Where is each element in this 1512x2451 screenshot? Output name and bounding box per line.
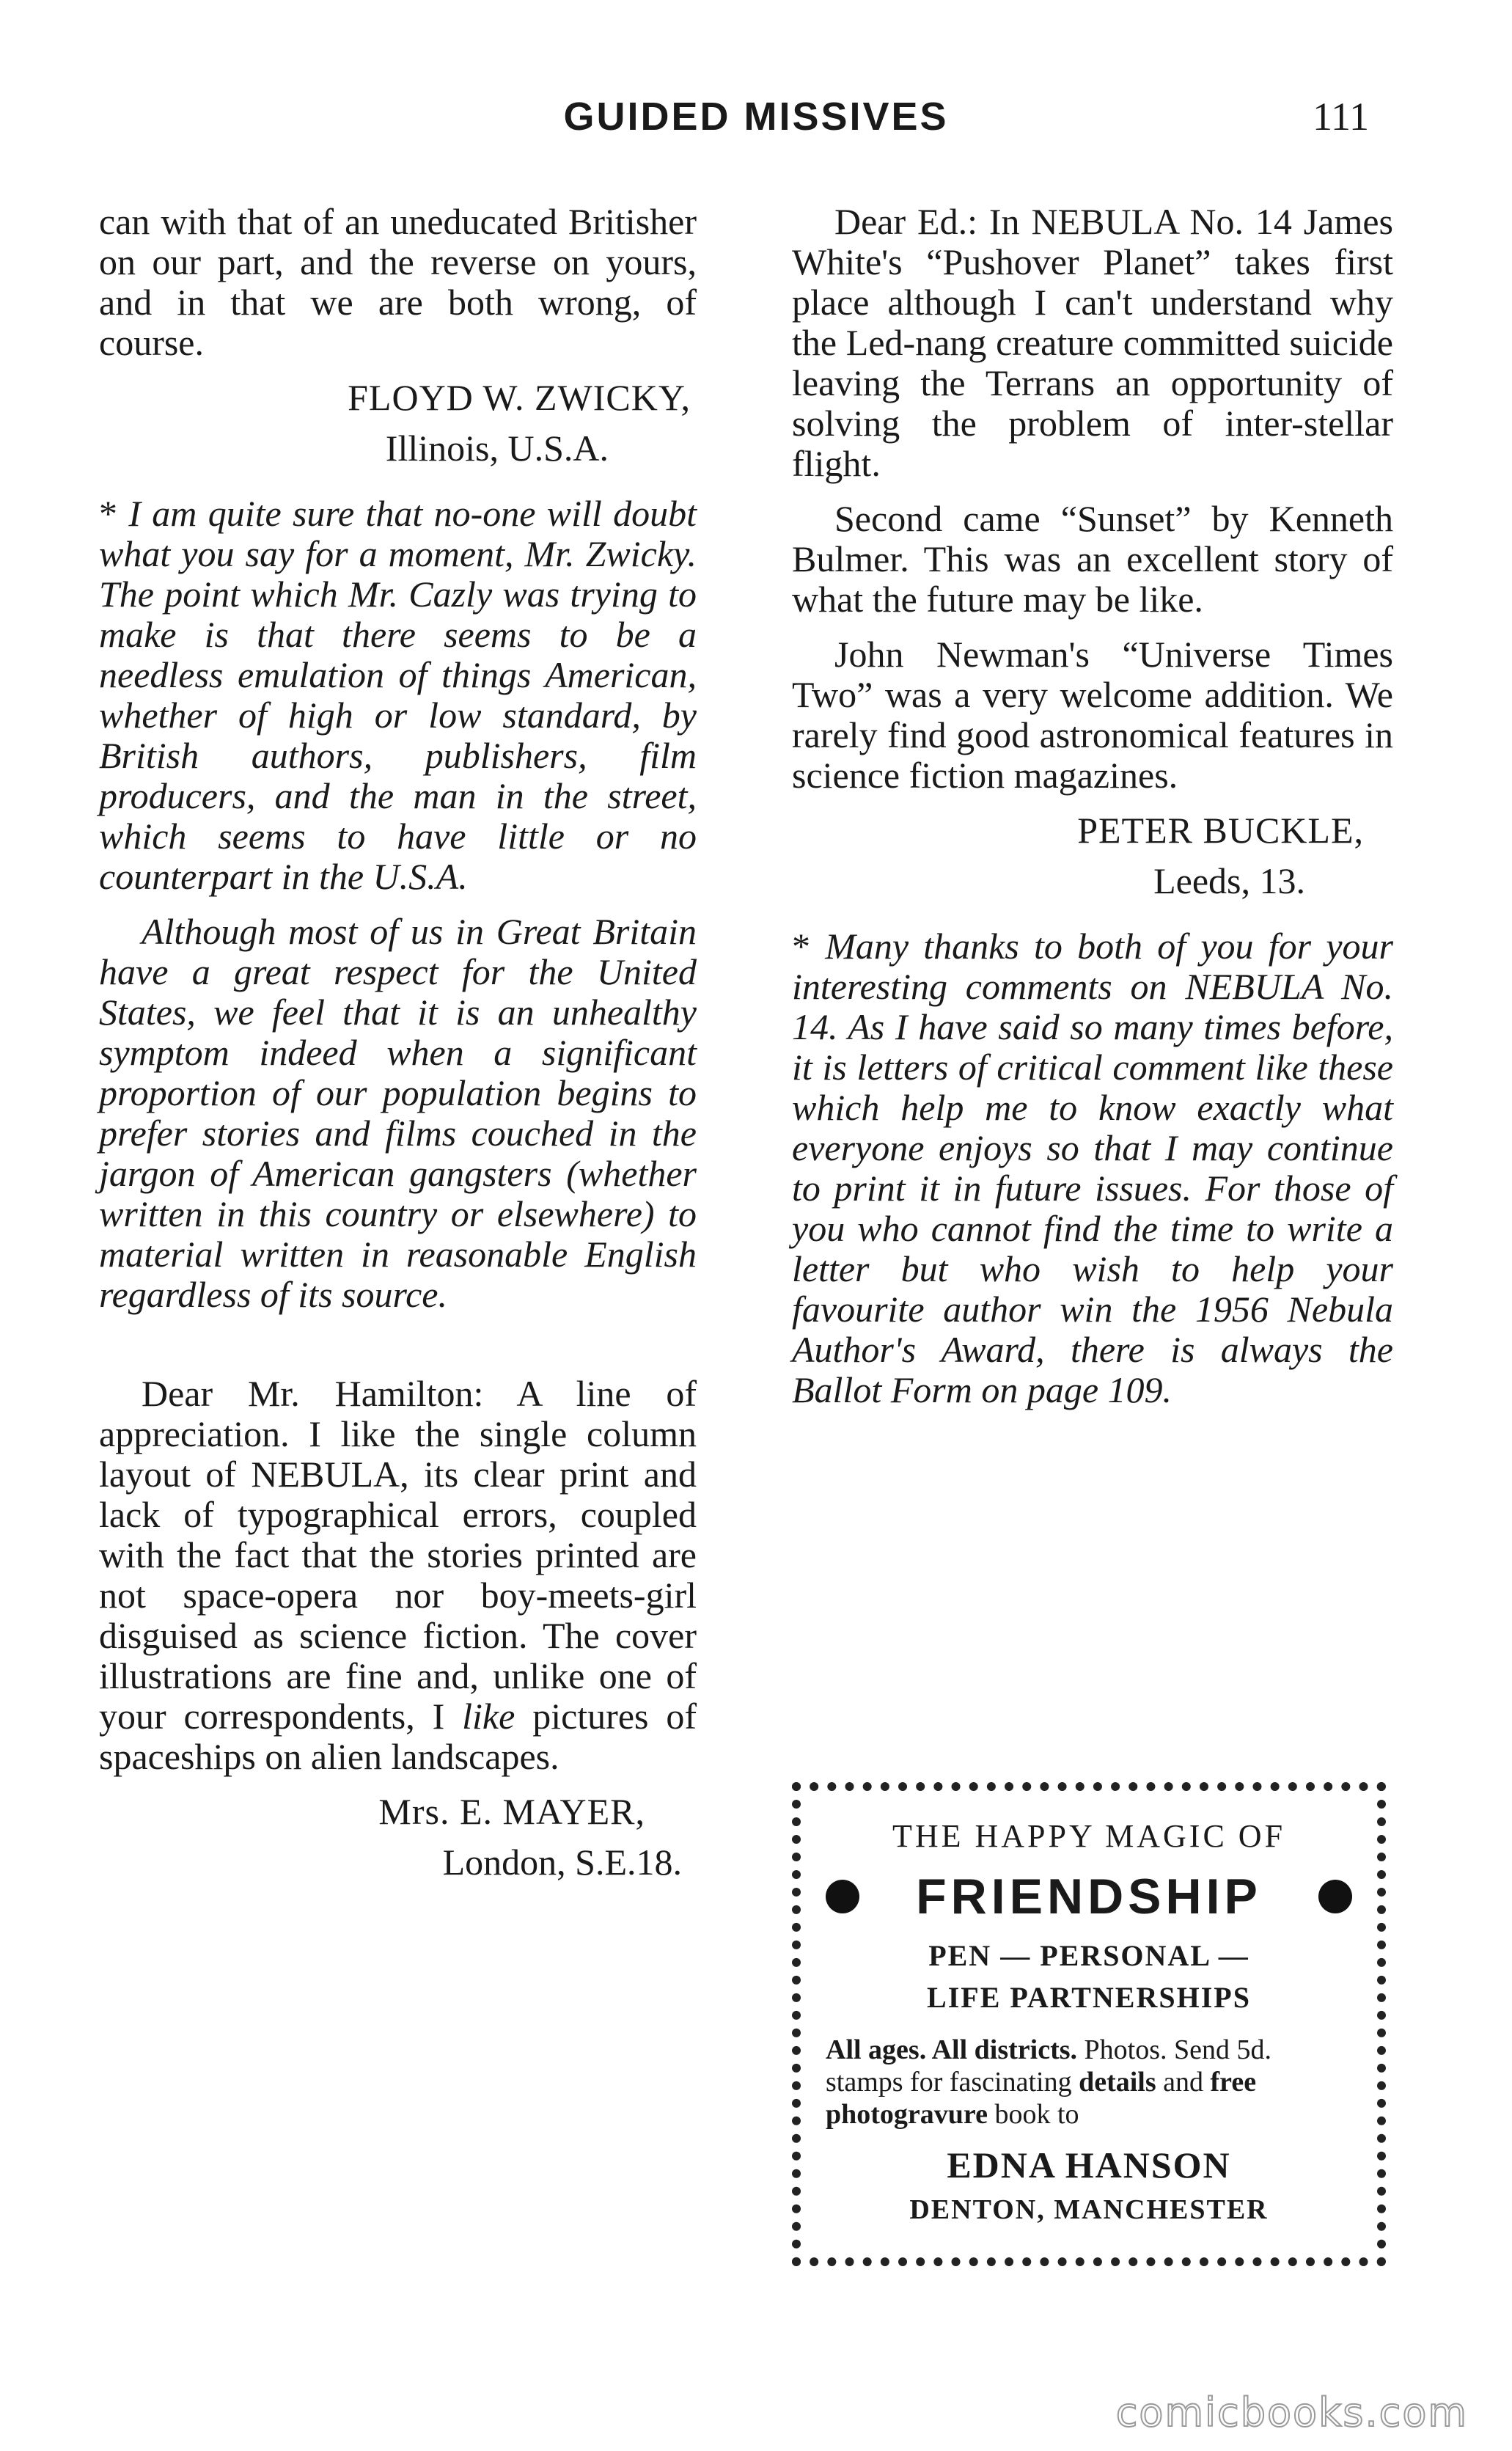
signature-name: PETER BUCKLE,	[1077, 810, 1364, 851]
signature-place: Illinois, U.S.A.	[385, 428, 609, 469]
bullet-dot-icon	[1318, 1880, 1352, 1913]
ad-contact-place: DENTON, MANCHESTER	[909, 2194, 1269, 2225]
ad-body-text: and	[1163, 2067, 1204, 2098]
ad-body-bold: free photogravure	[826, 2067, 1257, 2130]
reply-text: I am quite sure that no-one will doubt what you say for a moment, Mr. Zwicky. The point which Mr. Cazly was trying to make is that there seems to be a needless emulation of things American, whether of high or low standard, by British authors, publishers, film producers, and the man in the street, which seems to have little or no counterpart in the U.S.A.	[99, 493, 697, 897]
editor-reply-paragraph	[792, 926, 1393, 1410]
reply-asterisk: *	[792, 926, 810, 967]
editor-reply	[99, 494, 697, 1315]
letter-paragraph: John Newman's “Universe Times Two” was a very welcome addition. We rarely find good astronomical features in science fiction magazines.	[792, 634, 1393, 796]
spacer	[99, 1330, 697, 1374]
letter-text: pictures of spaceships on alien landscapes.	[99, 1696, 697, 1777]
ad-headline: FRIENDSHIP	[916, 1869, 1262, 1924]
ad-body-bold: All ages. All districts.	[826, 2034, 1078, 2065]
ad-body-text: Photos. Send 5d. stamps for fascinating	[826, 2034, 1272, 2098]
friendship-advertisement	[792, 1782, 1386, 2266]
editor-reply-paragraph	[99, 494, 697, 897]
right-column	[792, 202, 1393, 1425]
signature-place: Leeds, 13.	[1153, 860, 1305, 901]
ad-subheading: LIFE PARTNERSHIPS	[927, 1981, 1251, 2014]
ad-body	[826, 2034, 1352, 2131]
watermark-logo: comicbooks.com	[1115, 2389, 1468, 2436]
ad-subheading: PEN — PERSONAL —	[928, 1939, 1249, 1972]
signature-name: FLOYD W. ZWICKY,	[348, 377, 691, 418]
ad-headline-row	[826, 1868, 1352, 1925]
letter-continued-paragraph: can with that of an uneducated Britisher on our part, and the reverse on yours, and in that we are both wrong, of course.	[99, 201, 697, 363]
left-column	[99, 202, 697, 1908]
letter-paragraph: Second came “Sunset” by Kenneth Bulmer. This was an excellent story of what the future may be like.	[792, 498, 1393, 620]
emphasis-text: like	[462, 1696, 515, 1737]
letter-paragraph	[99, 1374, 697, 1777]
letter-paragraph: Dear Ed.: In NEBULA No. 14 James White's “Pushover Planet” takes first place although I can't understand why the Led-nang creature committed suicide leaving the Terrans an opportunity of solving the problem of inter-stellar flight.	[792, 201, 1393, 484]
editor-reply-paragraph: Although most of us in Great Britain have a great respect for the United States, we feel that it is an unhealthy symptom indeed when a significant proportion of our population begins to prefer stories and films couched in the jargon of American gangsters (whether written in this country or elsewhere) to material written in reasonable English regardless of its source.	[99, 911, 697, 1315]
running-title: GUIDED MISSIVES	[563, 95, 949, 139]
reply-text: Many thanks to both of you for your interesting comments on NEBULA No. 14. As I have said so many times before, it is letters of critical comment like these which help me to know exactly what everyone enjoys so that I may continue to print it in future issues. For those of you who cannot find the time to write a letter but who wish to help your favourite author win the 1956 Nebula Author's Award, there is always the Ballot Form on page 109.	[792, 926, 1393, 1410]
letter-text: Dear Mr. Hamilton: A line of appreciation. I like the single column layout of NEBULA, its clear print and lack of typographical errors, coupled with the fact that the stories printed are not space-opera nor boy-meets-girl disguised as science fiction. The cover illustrations are fine and, unlike one of your correspondents, I	[99, 1373, 697, 1737]
reply-asterisk: *	[99, 493, 117, 534]
page-number: 111	[1313, 95, 1369, 139]
editor-reply	[792, 926, 1393, 1410]
ad-contact-name: EDNA HANSON	[947, 2144, 1231, 2186]
signature-name: Mrs. E. MAYER,	[378, 1791, 645, 1832]
signature-place: London, S.E.18.	[442, 1842, 682, 1883]
ad-tagline: THE HAPPY MAGIC OF	[892, 1818, 1286, 1854]
ad-body-bold: details	[1079, 2067, 1156, 2098]
bullet-dot-icon	[826, 1880, 859, 1913]
ad-body-text: book to	[994, 2099, 1079, 2130]
